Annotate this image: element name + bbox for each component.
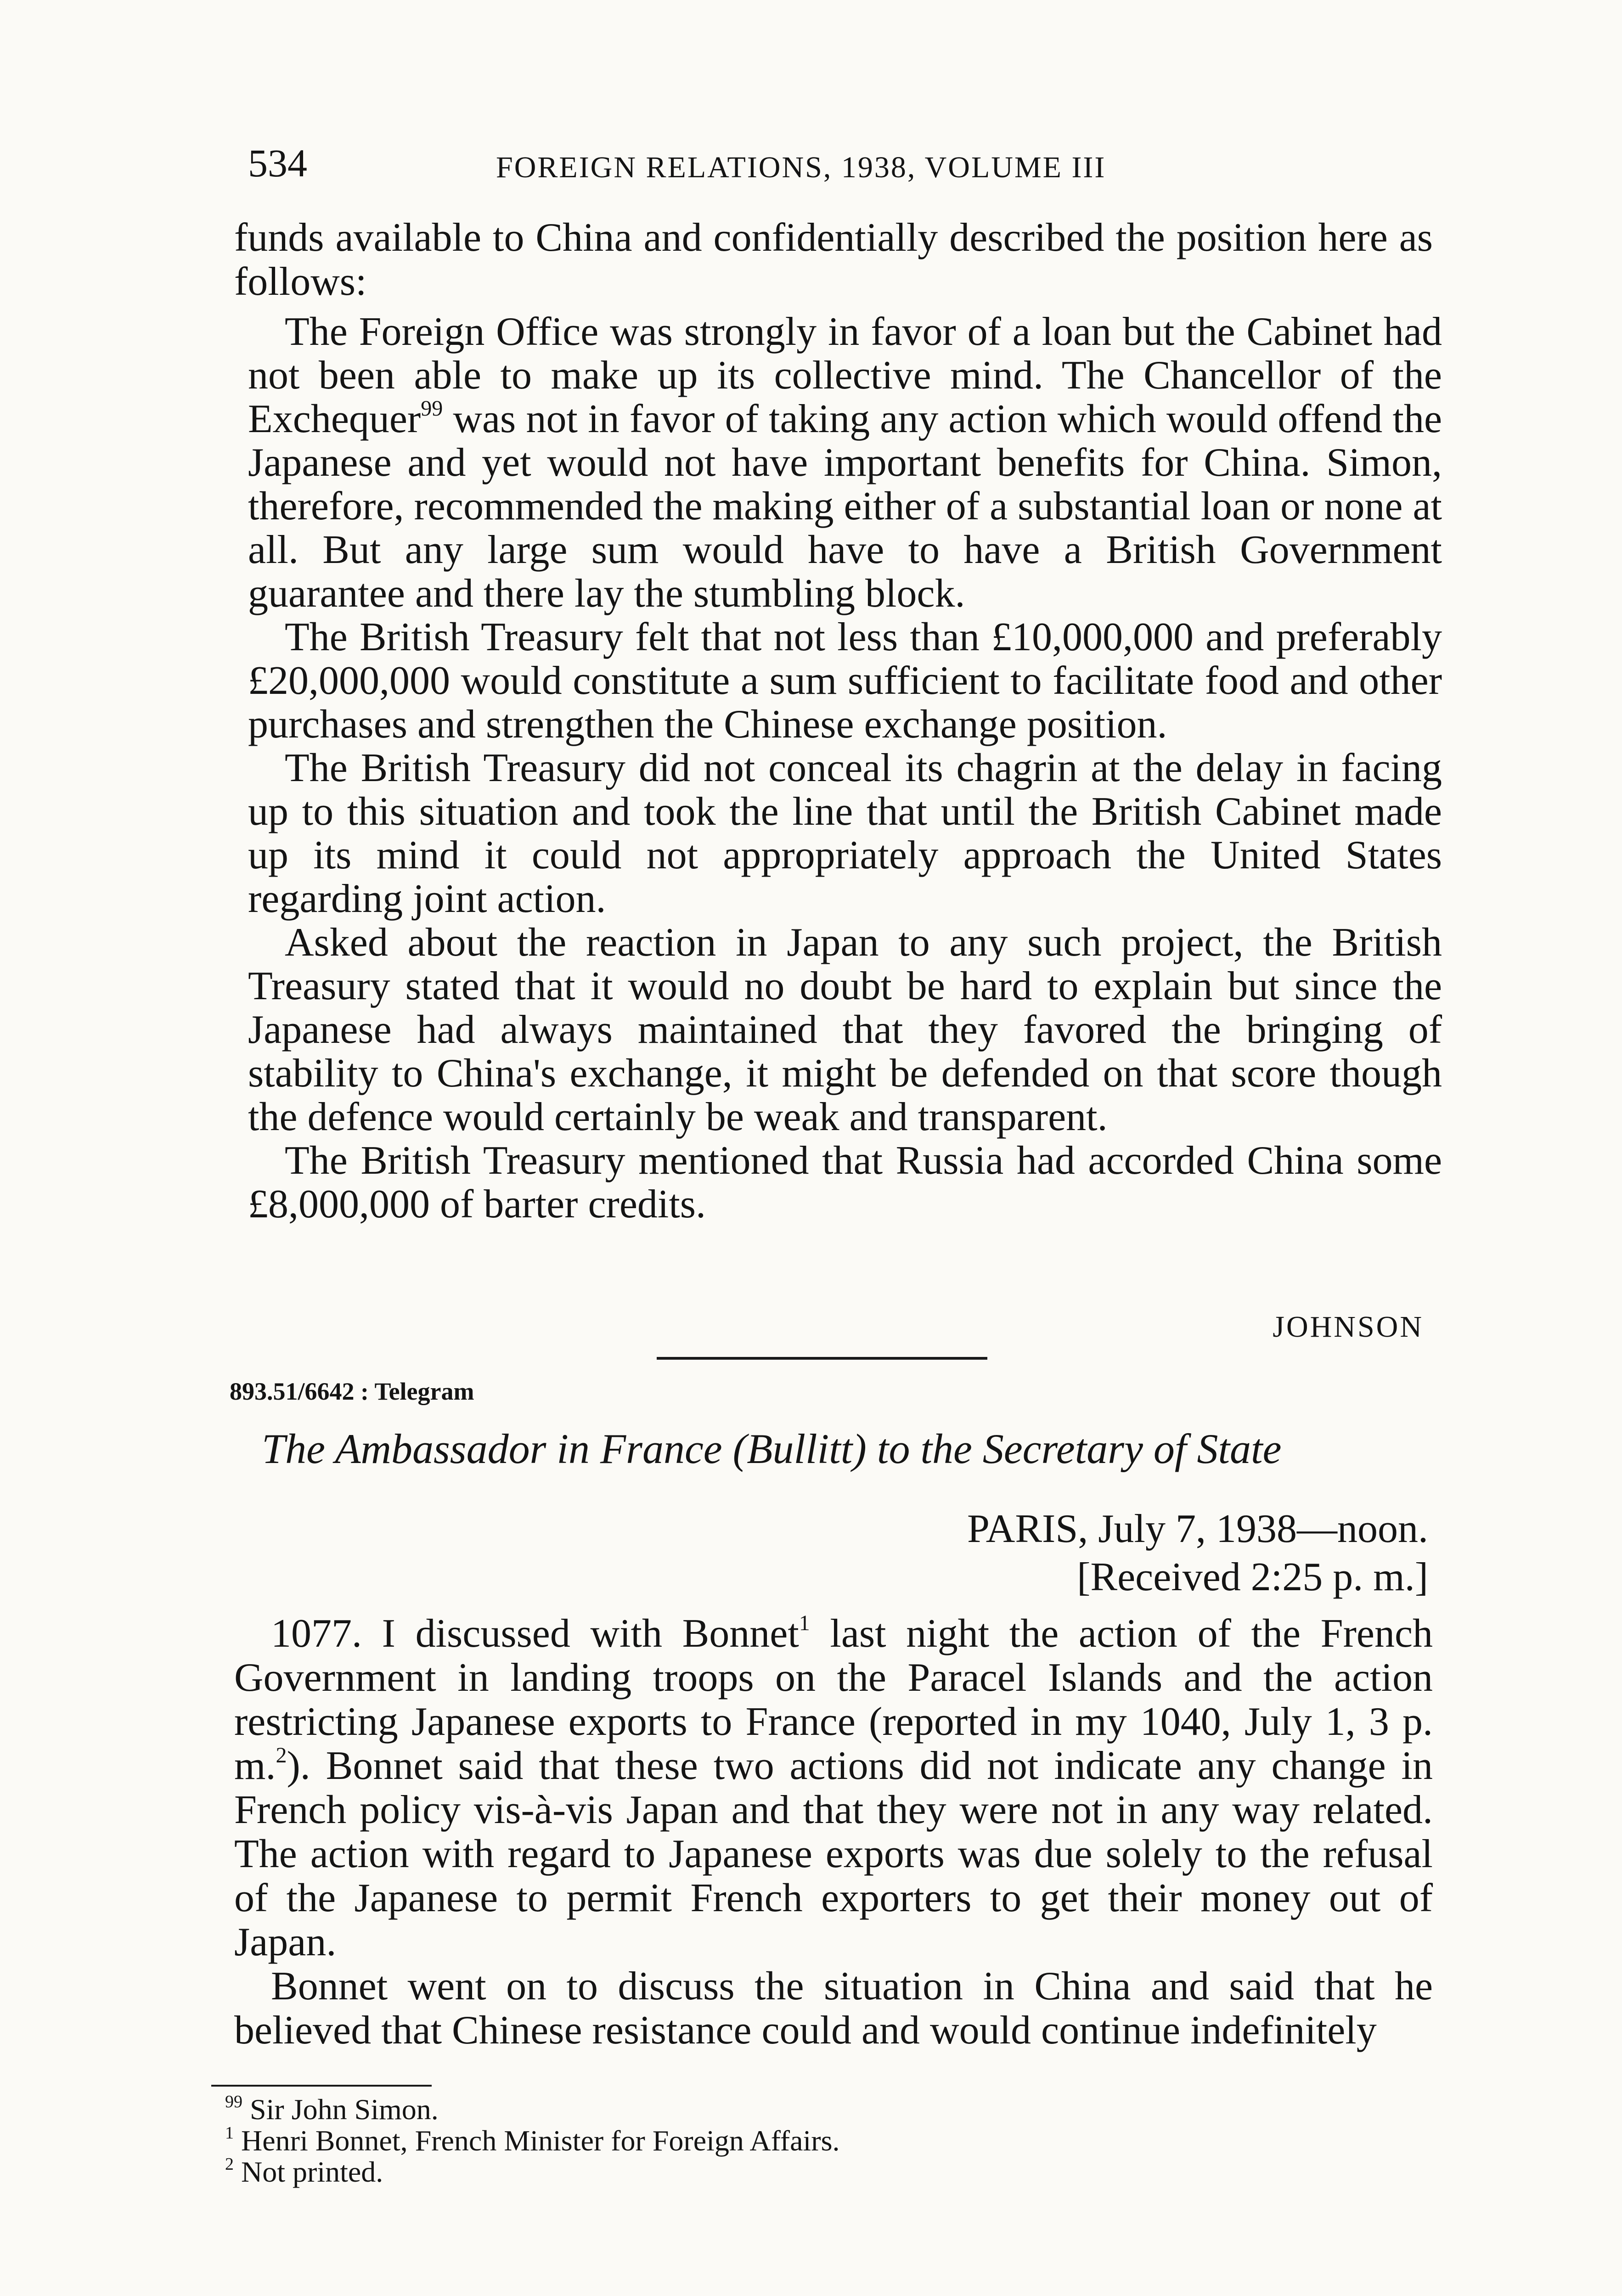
footnote-2: $^2$ Not printed.	[225, 2155, 383, 2188]
file-reference: 893.51/6642 : Telegram	[230, 1378, 474, 1405]
telegram-paragraph-2: Bonnet went on to discuss the situation in China and said that he believed that Chinese resistance could and would continue indefinitely	[234, 1964, 1433, 2053]
quoted-paragraph-3: The British Treasury did not conceal its chagrin at the delay in facing up to this situation and took the line that until the British Cabinet made up its mind it could not appropriately approach the United States regarding joint action.	[248, 746, 1442, 921]
section-separator	[657, 1357, 987, 1360]
telegram-paragraph-1: 1077. I discussed with Bonnet$^1$ last night the action of the French Government in landing troops on the Paracel Islands and the action restricting Japanese exports to France (reported in my 1040, July 1, 3 p. m.$^2$). Bonnet said that these two actions did not indicate any change in French policy vis-à-vis Japan and that they were not in any way related. The action with regard to Japanese exports was due solely to the refusal of the Japanese to permit French exporters to get their money out of Japan.	[234, 1611, 1433, 1964]
dateline: PARIS, July 7, 1938—noon.	[967, 1507, 1428, 1551]
footnote-ref-99: 99	[421, 396, 443, 421]
intro-paragraph	[234, 216, 1433, 304]
quoted-report	[248, 310, 1442, 1226]
signature: JOHNSON	[1273, 1310, 1424, 1344]
footnote-1: $^1$ Henri Bonnet, French Minister for Foreign Affairs.	[225, 2123, 840, 2157]
quoted-paragraph-1: The Foreign Office was strongly in favor of a loan but the Cabinet had not been able to make up its collective mind. The Chancellor of the Exchequer$^{99}$ was not in favor of taking any action which would offend the Japanese and yet would not have important benefits for China. Simon, therefore, recommended the making either of a substantial loan or none at all. But any large sum would have to have a British Government guarantee and there lay the stumbling block.	[248, 310, 1442, 616]
received-line: [Received 2:25 p. m.]	[1077, 1555, 1428, 1599]
footnote-99: $^{99}$ Sir John Simon.	[225, 2092, 439, 2126]
quoted-paragraph-4: Asked about the reaction in Japan to any such project, the British Treasury stated that it would no doubt be hard to explain but since the Japanese had always maintained that they favored the bringing of stability to China's exchange, it might be defended on that score though the defence would certainly be weak and transparent.	[248, 920, 1442, 1139]
footnotes	[225, 2094, 1419, 2188]
footnote-ref-1: 1	[799, 1611, 810, 1635]
telegram-body	[234, 1612, 1433, 2053]
page-number: 534	[248, 141, 307, 185]
document-title: The Ambassador in France (Bullitt) to the Secretary of State	[262, 1425, 1282, 1472]
running-header	[248, 138, 1424, 188]
intro-text: funds available to China and confidentially described the position here as follows:	[234, 215, 1433, 304]
quoted-paragraph-5: The British Treasury mentioned that Russia had accorded China some £8,000,000 of barter credits.	[248, 1138, 1442, 1227]
footnote-rule	[211, 2085, 432, 2087]
quoted-paragraph-2: The British Treasury felt that not less than £10,000,000 and preferably £20,000,000 would constitute a sum sufficient to facilitate food and other purchases and strengthen the Chinese exchange position.	[248, 615, 1442, 747]
footnote-ref-2: 2	[276, 1743, 287, 1767]
running-title: FOREIGN RELATIONS, 1938, VOLUME III	[496, 151, 1106, 184]
